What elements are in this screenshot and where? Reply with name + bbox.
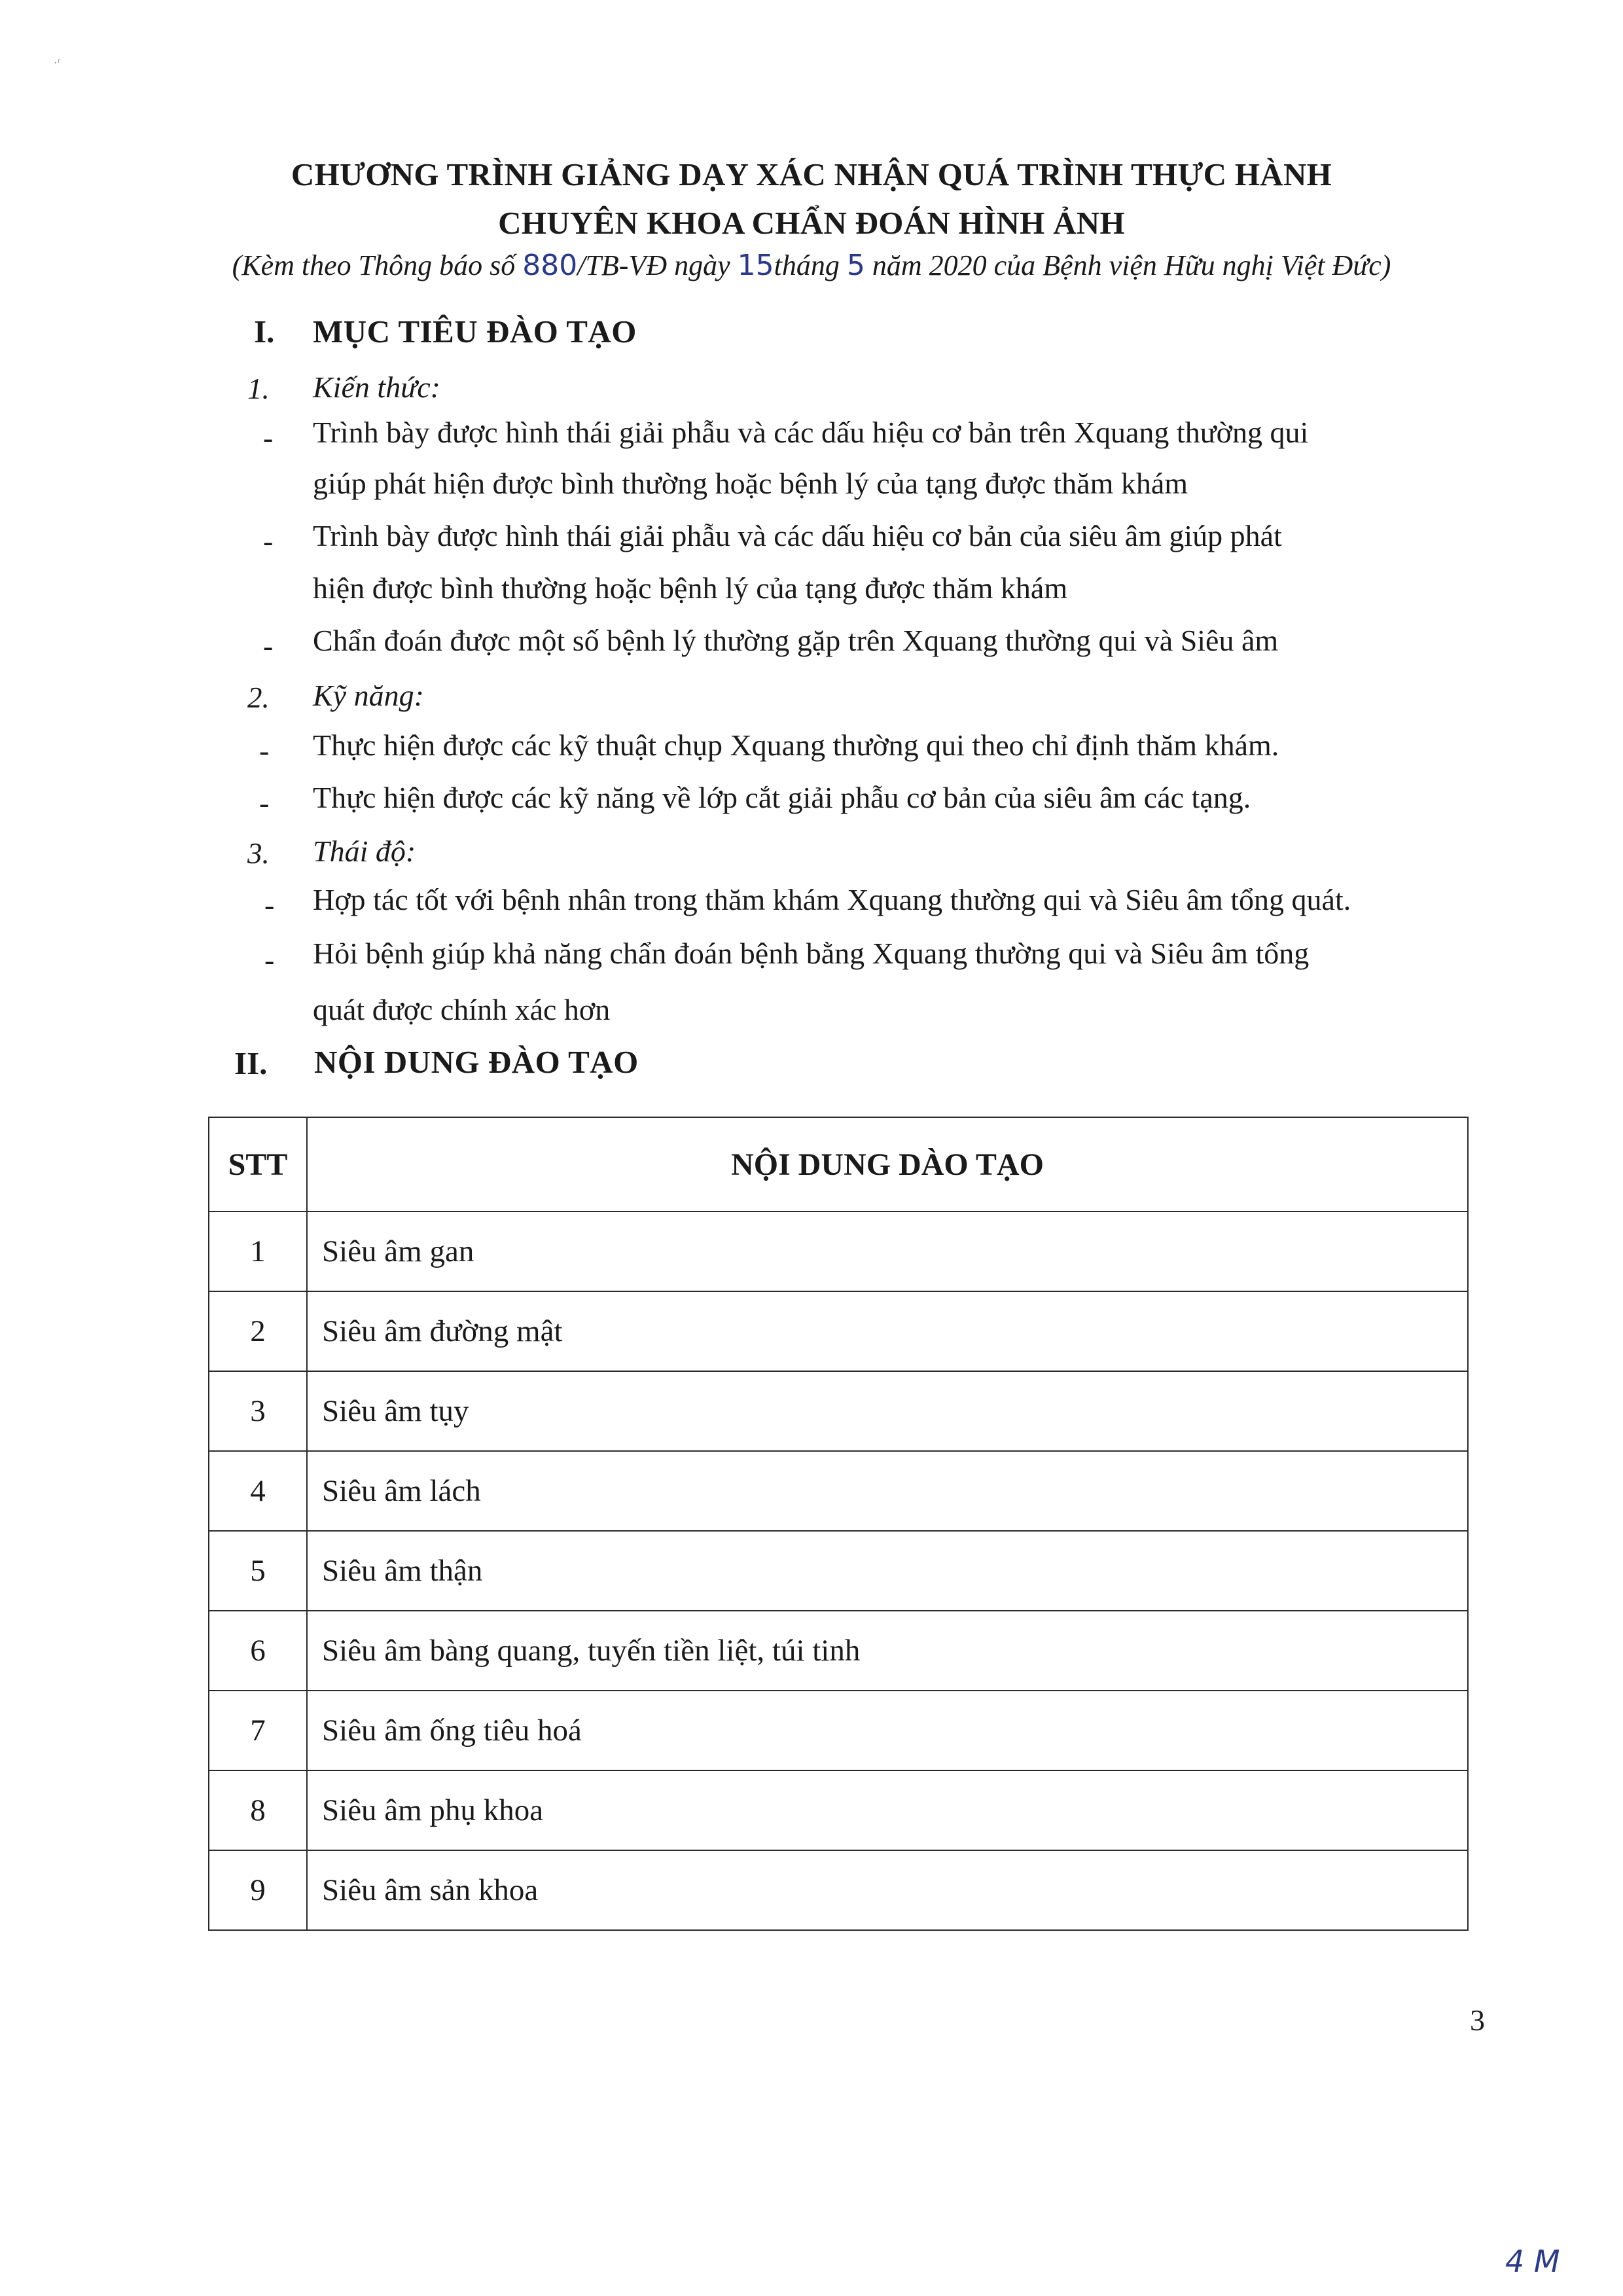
table-row — [209, 1611, 1468, 1691]
handwritten-margin-mark: 4 M — [1505, 2244, 1560, 2279]
attitude-item1: Hợp tác tốt với bệnh nhân trong thăm khám Xquang thường qui và Siêu âm tổng quát. — [313, 883, 1351, 916]
knowledge-item1-line1: Trình bày được hình thái giải phẫu và các dấu hiệu cơ bản trên Xquang thường qui — [313, 416, 1309, 449]
table-row — [209, 1211, 1468, 1291]
skills-number: 2. — [247, 681, 270, 714]
skills-item2: Thực hiện được các kỹ năng về lớp cắt giải phẫu cơ bản của siêu âm các tạng. — [313, 781, 1251, 814]
attitude-item2-line1: Hỏi bệnh giúp khả năng chẩn đoán bệnh bằng Xquang thường qui và Siêu âm tổng — [313, 937, 1310, 970]
row-stt: 9 — [209, 1850, 307, 1930]
subtitle-text: /TB-VĐ ngày — [577, 249, 738, 281]
attitude-title: Thái độ: — [313, 834, 416, 868]
knowledge-title: Kiến thức: — [313, 370, 440, 404]
table-row — [209, 1371, 1468, 1451]
table-row — [209, 1770, 1468, 1850]
header-stt: STT — [209, 1117, 307, 1211]
row-content: Siêu âm gan — [307, 1211, 1468, 1291]
training-content-table — [208, 1117, 1469, 1931]
section2-title: NỘI DUNG ĐÀO TẠO — [314, 1044, 639, 1080]
bullet-dash: - — [259, 786, 270, 819]
row-stt: 3 — [209, 1371, 307, 1451]
row-stt: 1 — [209, 1211, 307, 1291]
row-stt: 8 — [209, 1770, 307, 1850]
table-row — [209, 1691, 1468, 1770]
row-content: Siêu âm đường mật — [307, 1291, 1468, 1371]
subtitle-text: năm 2020 của Bệnh viện Hữu nghị Việt Đức) — [865, 249, 1391, 281]
knowledge-item3: Chẩn đoán được một số bệnh lý thường gặp trên Xquang thường qui và Siêu âm — [313, 624, 1279, 657]
row-content: Siêu âm lách — [307, 1451, 1468, 1531]
table-row — [209, 1451, 1468, 1531]
skills-title: Kỹ năng: — [313, 679, 424, 712]
row-content: Siêu âm phụ khoa — [307, 1770, 1468, 1850]
attitude-item2-line2: quát được chính xác hơn — [313, 993, 611, 1026]
skills-item1: Thực hiện được các kỹ thuật chụp Xquang thường qui theo chỉ định thăm khám. — [313, 728, 1279, 762]
table-header-row — [209, 1117, 1468, 1211]
bullet-dash: - — [263, 629, 274, 662]
header-content: NỘI DUNG DÀO TẠO — [307, 1117, 1468, 1211]
page-number: 3 — [1470, 2003, 1485, 2037]
notice-number: 880 — [522, 249, 578, 282]
document-subtitle — [0, 249, 1623, 282]
section2-number: II. — [234, 1045, 268, 1081]
attitude-number: 3. — [247, 837, 270, 870]
table-row — [209, 1531, 1468, 1611]
bullet-dash: - — [264, 888, 275, 922]
row-content: Siêu âm tụy — [307, 1371, 1468, 1451]
table-row — [209, 1291, 1468, 1371]
knowledge-item2-line1: Trình bày được hình thái giải phẫu và các dấu hiệu cơ bản của siêu âm giúp phát — [313, 519, 1282, 552]
subtitle-text: (Kèm theo Thông báo số — [232, 249, 523, 281]
scan-speck: ·ʳ — [54, 56, 61, 70]
subtitle-text: tháng — [774, 249, 847, 281]
row-stt: 4 — [209, 1451, 307, 1531]
section1-number: I. — [254, 314, 275, 350]
bullet-dash: - — [263, 524, 274, 558]
notice-month: 5 — [846, 249, 865, 282]
section1-title: MỤC TIÊU ĐÀO TẠO — [313, 314, 637, 350]
row-stt: 5 — [209, 1531, 307, 1611]
notice-day: 15 — [737, 249, 774, 282]
row-stt: 2 — [209, 1291, 307, 1371]
document-title-line2: CHUYÊN KHOA CHẨN ĐOÁN HÌNH ẢNH — [498, 205, 1125, 241]
row-content: Siêu âm ống tiêu hoá — [307, 1691, 1468, 1770]
table-row — [209, 1850, 1468, 1930]
bullet-dash: - — [264, 943, 275, 977]
bullet-dash: - — [259, 734, 270, 767]
row-stt: 7 — [209, 1691, 307, 1770]
row-content: Siêu âm sản khoa — [307, 1850, 1468, 1930]
row-content: Siêu âm bàng quang, tuyến tiền liệt, túi tinh — [307, 1611, 1468, 1691]
row-stt: 6 — [209, 1611, 307, 1691]
knowledge-number: 1. — [247, 372, 270, 405]
knowledge-item1-line2: giúp phát hiện được bình thường hoặc bệnh lý của tạng được thăm khám — [313, 467, 1188, 500]
bullet-dash: - — [263, 421, 274, 454]
document-title-line1: CHƯƠNG TRÌNH GIẢNG DẠY XÁC NHẬN QUÁ TRÌNH THỰC HÀNH — [291, 156, 1332, 192]
knowledge-item2-line2: hiện được bình thường hoặc bệnh lý của tạng được thăm khám — [313, 571, 1068, 605]
row-content: Siêu âm thận — [307, 1531, 1468, 1611]
